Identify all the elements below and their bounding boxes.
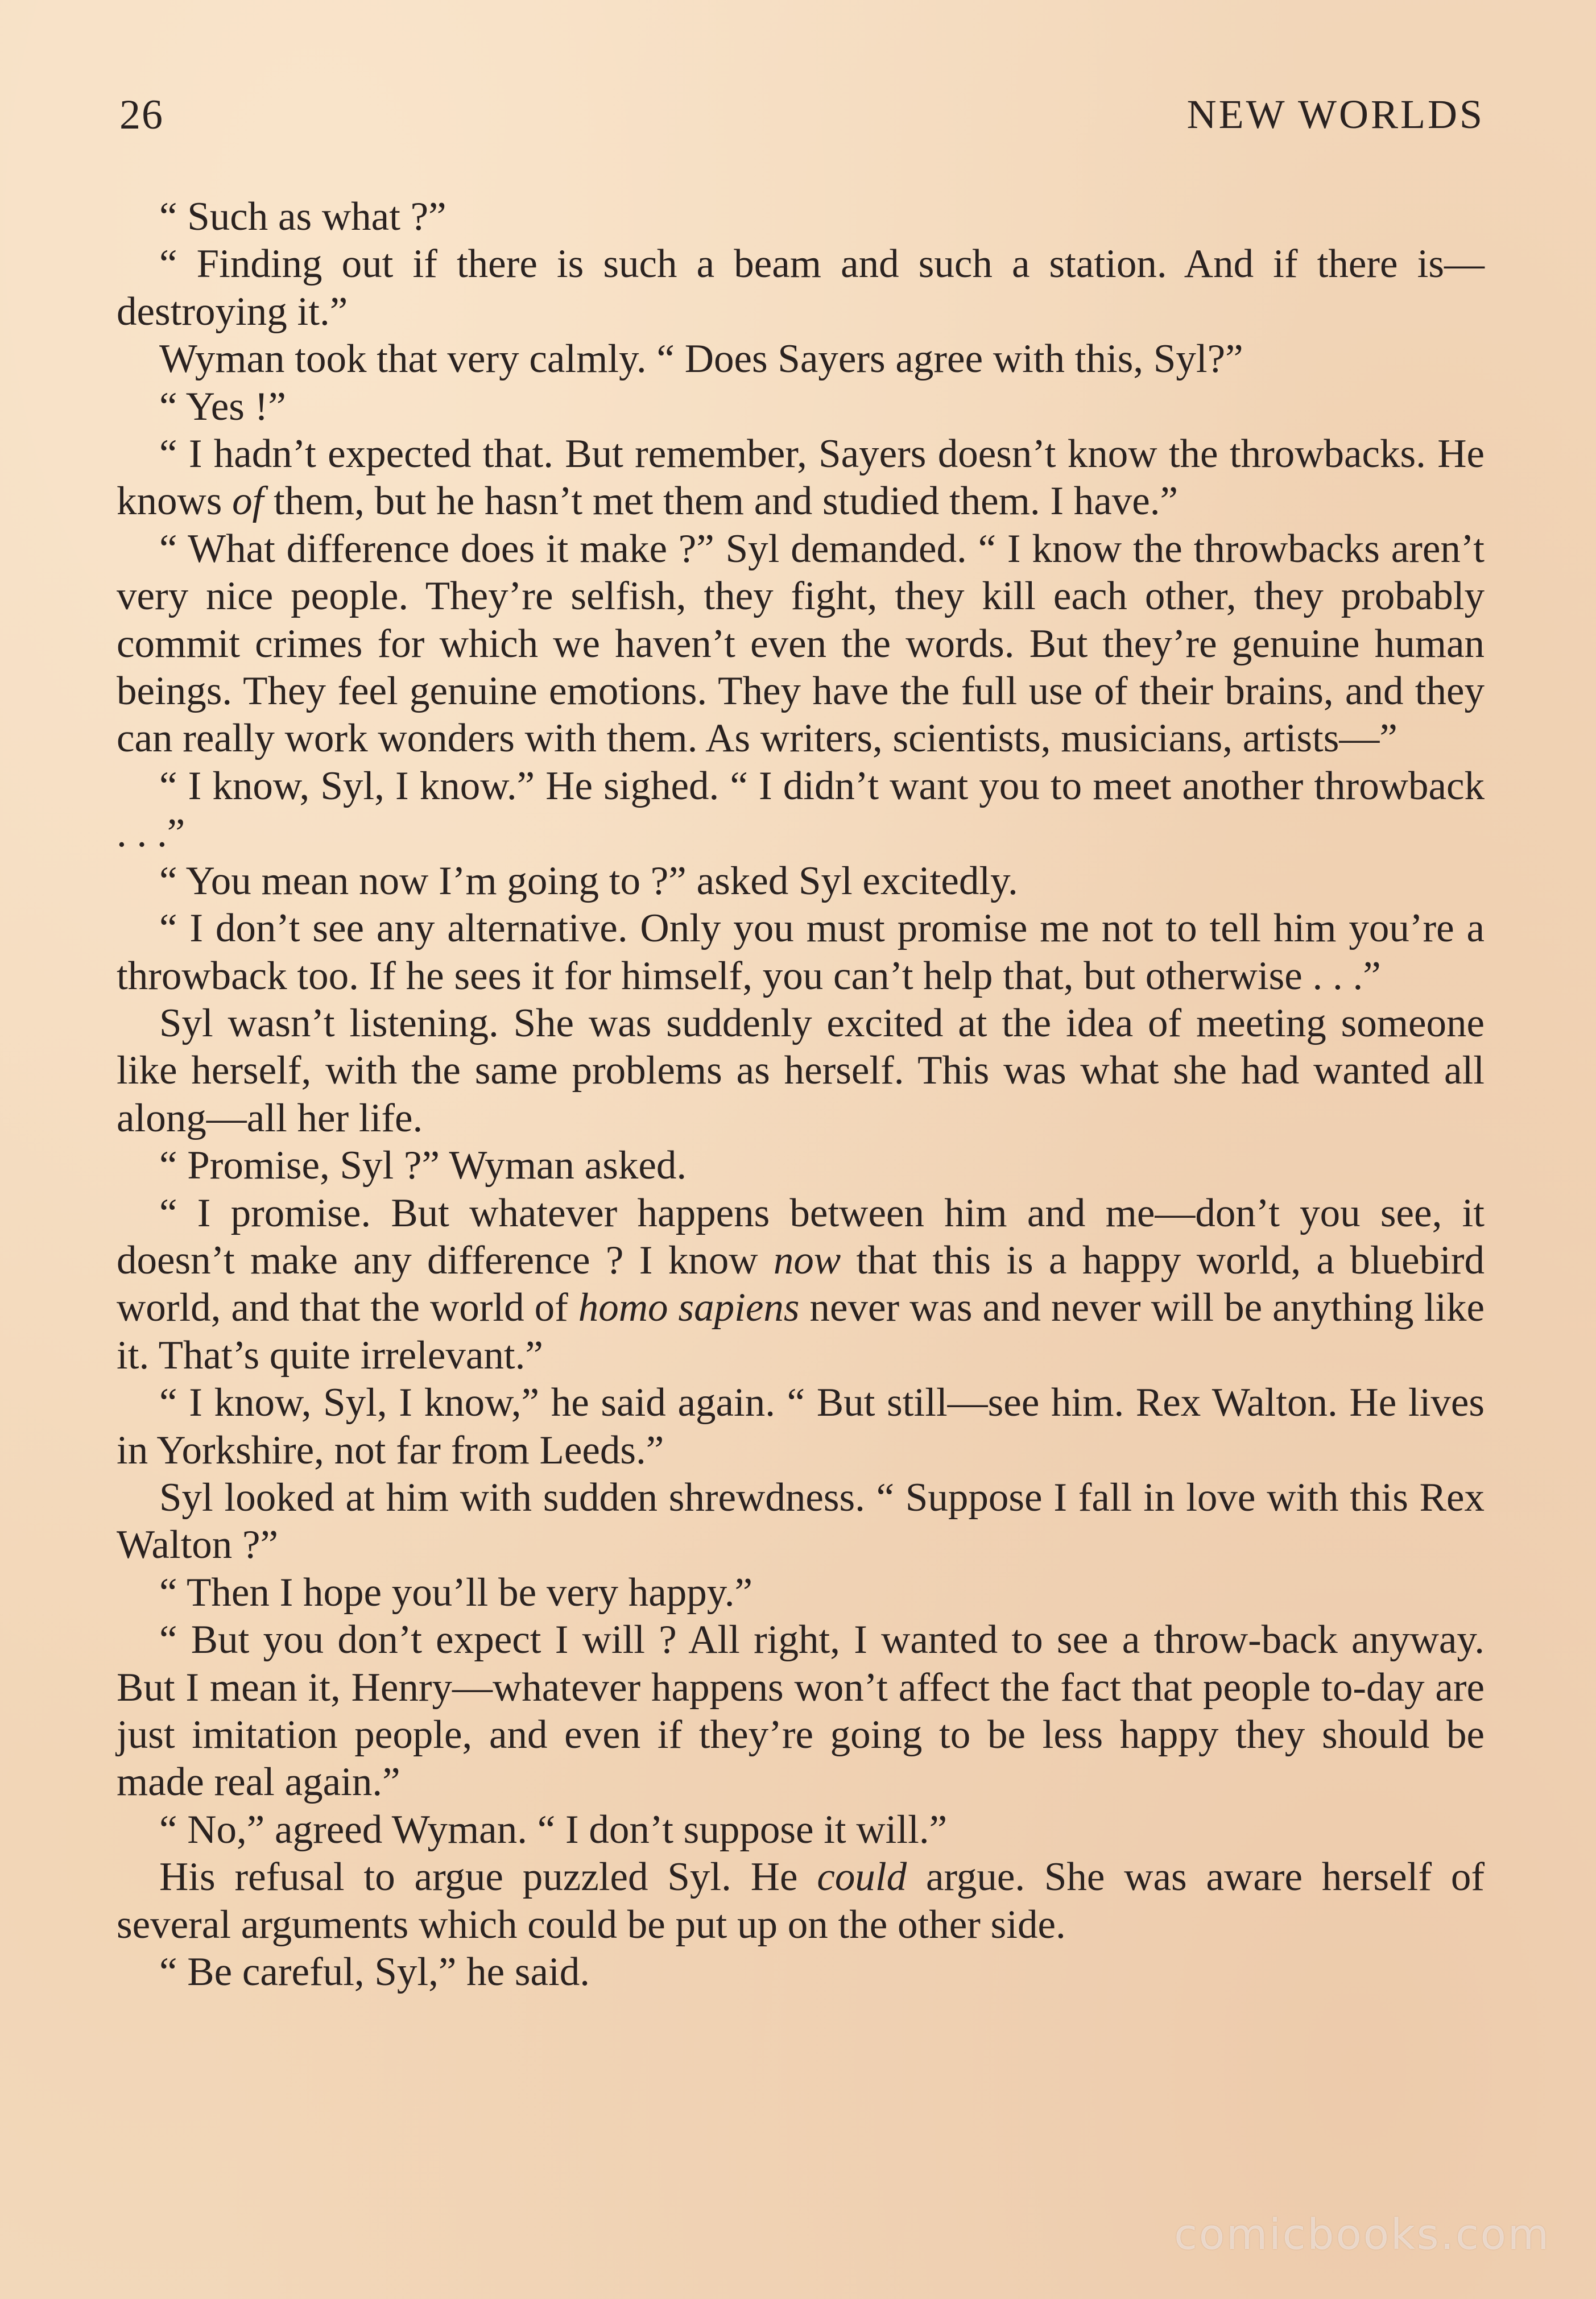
paragraph: Syl looked at him with sudden shrewdness. “ Suppose I fall in love with this Rex Walton ?” [117,1475,1485,1568]
running-title: NEW WORLDS [1186,92,1485,137]
paragraph: Syl wasn’t listening. She was suddenly excited at the idea of meeting someone like herself, with the same problems as herself. This was what she had wanted all along—all her life. [117,1000,1485,1140]
paragraph: “ Yes !” [159,384,286,429]
paragraph: “ I hadn’t expected that. But remember, Sayers doesn’t know the throwbacks. He knows of them, but he hasn’t met them and studied them. I have.” [117,432,1485,524]
paragraph: “ I know, Syl, I know.” He sighed. “ I didn’t want you to meet another throwback . . .” [117,763,1485,856]
paragraph: “ I don’t see any alternative. Only you must promise me not to tell him you’re a throwback too. If he sees it for himself, you can’t help that, but otherwise . . .” [117,906,1485,998]
italic-emphasis: of [232,479,264,524]
paragraph: “ Such as what ?” [159,195,446,239]
paragraph: “ No,” agreed Wyman. “ I don’t suppose it will.” [159,1807,948,1852]
paragraph: “ What difference does it make ?” Syl demanded. “ I know the throwbacks aren’t very nice people. They’re selfish, they fight, they kill each other, they probably commit crimes for which we haven’t even the words. But they’re genuine human beings. They feel genuine emotions. They have the full use of their brains, and they can really work wonders with them. As writers, scientists, musicians, artists—” [117,526,1485,761]
italic-emphasis: now [773,1238,841,1283]
paragraph: “ I promise. But whatever happens between him and me—don’t you see, it doesn’t make any difference ? I know now that this is a happy world, a bluebird world, and that the world of homo sapiens never was and never will be anything like it. That’s quite irrelevant.” [117,1190,1485,1378]
paragraph: “ I know, Syl, I know,” he said again. “ But still—see him. Rex Walton. He lives in Yorkshire, not far from Leeds.” [117,1380,1485,1473]
paragraph: “ Be careful, Syl,” he said. [159,1950,590,1995]
paragraph: “ Then I hope you’ll be very happy.” [159,1570,752,1615]
paragraph: His refusal to argue puzzled Syl. He could argue. She was aware herself of several arguments which could be put up on the other side. [117,1855,1485,1947]
page-number: 26 [119,92,164,138]
paragraph: Wyman took that very calmly. “ Does Sayers agree with this, Syl?” [159,337,1243,382]
paragraph: “ Finding out if there is such a beam and such a station. And if there is—destroying it.” [117,242,1485,334]
watermark: comicbooks.com [1174,2210,1550,2259]
paragraph: “ You mean now I’m going to ?” asked Syl excitedly. [159,858,1018,903]
paragraph: “ But you don’t expect I will ? All right, I wanted to see a throw-back anyway. But I mean it, Henry—whatever happens won’t affect the fact that people to-day are just imitation people, and even if they’re going to be less happy they should be made real again.” [117,1618,1485,1805]
body-text [117,193,1485,1996]
italic-emphasis: homo sapiens [578,1285,800,1330]
paragraph: “ Promise, Syl ?” Wyman asked. [159,1143,687,1188]
running-head [119,91,1485,154]
italic-emphasis: could [817,1855,907,1900]
